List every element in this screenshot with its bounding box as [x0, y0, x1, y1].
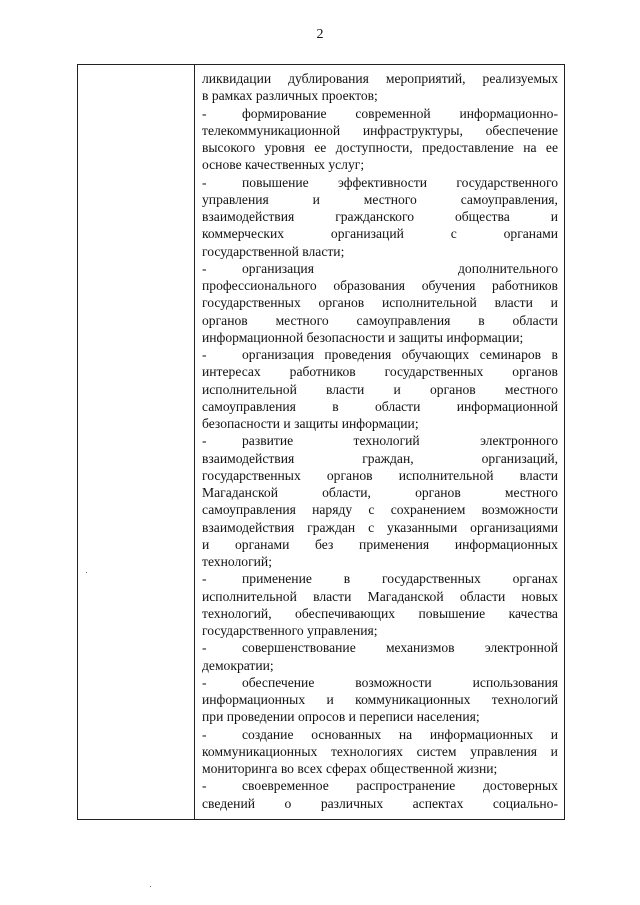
line-text: при проведении опросов и переписи населения;	[202, 709, 480, 725]
word: аспектах	[412, 795, 464, 811]
word: организаций	[330, 226, 404, 242]
word: технологий	[491, 692, 558, 707]
word: взаимодействия	[202, 519, 295, 535]
word: самоуправления,	[460, 191, 558, 207]
word: органами	[503, 226, 558, 242]
word: Магаданской	[202, 485, 278, 500]
line-text: в рамках различных проектов;	[202, 88, 378, 104]
table-left-column	[78, 65, 195, 819]
word: реализуемых	[482, 71, 558, 86]
text-line	[202, 743, 558, 760]
word: власти	[519, 467, 558, 483]
word: семинаров	[479, 347, 542, 362]
word: ее	[545, 140, 558, 155]
word: и	[550, 209, 558, 224]
text-line	[202, 260, 558, 277]
text-line	[202, 467, 558, 484]
word: работников	[491, 278, 558, 293]
text-line	[202, 760, 558, 777]
word: электронного	[480, 433, 558, 449]
word: систем	[416, 743, 457, 759]
text-line	[202, 294, 558, 311]
text-line	[202, 519, 558, 536]
word: образования	[333, 278, 406, 293]
text-line	[202, 639, 558, 656]
word: мероприятий,	[385, 71, 466, 86]
text-line	[202, 553, 558, 570]
word: самоуправления	[356, 312, 451, 328]
word: указанными	[387, 519, 458, 535]
word: информационных	[429, 726, 533, 742]
word: органов	[512, 364, 558, 380]
word: обеспечение	[485, 122, 558, 138]
list-dash: -	[202, 174, 207, 190]
text-line	[202, 122, 558, 139]
word: органов	[326, 467, 373, 483]
word: на	[398, 726, 413, 742]
word: и	[202, 536, 210, 552]
text-line	[202, 225, 558, 242]
word: использования	[472, 674, 558, 690]
line-text: демократии;	[202, 657, 274, 673]
word: органов	[202, 312, 248, 328]
word: профессионального	[202, 278, 317, 293]
list-dash: -	[202, 347, 207, 362]
word: технологий	[353, 433, 420, 449]
text-line	[202, 484, 558, 501]
word: высокого	[202, 140, 256, 155]
text-line	[202, 450, 558, 467]
word: области	[374, 398, 421, 414]
word: возможности	[481, 502, 558, 518]
scan-speck	[150, 886, 151, 887]
text-line	[202, 87, 558, 104]
text-line	[202, 174, 558, 191]
word: обеспечение	[242, 674, 315, 690]
word: и	[326, 692, 334, 707]
word: дополнительного	[457, 260, 558, 276]
word: власти	[326, 381, 365, 397]
word: организация	[242, 260, 314, 276]
list-dash: -	[202, 433, 207, 449]
word: качества	[508, 605, 558, 621]
word: обучающих	[401, 347, 470, 362]
word: области,	[322, 485, 371, 500]
word: возможности	[355, 674, 432, 690]
text-line	[202, 726, 558, 743]
word: государственных	[384, 364, 484, 380]
word: совершенствование	[242, 640, 356, 656]
word: взаимодействия	[202, 209, 295, 224]
word: обеспечивающих	[295, 605, 396, 621]
text-line	[202, 570, 558, 587]
word: телекоммуникационной	[202, 122, 341, 138]
word: государственных	[202, 295, 301, 311]
word: дублирования	[288, 71, 369, 86]
text-line	[202, 398, 558, 415]
text-line	[202, 605, 558, 622]
text-line	[202, 346, 558, 363]
text-line	[202, 795, 558, 812]
word: распространение	[356, 778, 456, 794]
text-line	[202, 105, 558, 122]
word: электронной	[484, 640, 558, 656]
word: государственных	[382, 571, 481, 587]
word: местного	[275, 312, 329, 328]
word: управления	[202, 191, 269, 207]
word: технологий,	[202, 605, 272, 621]
word: исполнительной	[202, 381, 297, 397]
text-line	[202, 622, 558, 639]
word: с	[368, 502, 375, 518]
word: информационных	[454, 536, 558, 552]
word: власти	[494, 295, 533, 311]
word: различных	[320, 795, 384, 811]
word: местного	[363, 191, 417, 207]
word: и	[393, 381, 401, 397]
word: проведения	[324, 347, 392, 362]
word: информационной	[456, 398, 558, 414]
list-dash: -	[202, 640, 207, 656]
text-line	[202, 415, 558, 432]
word: с	[450, 226, 457, 242]
text-line	[202, 432, 558, 449]
word: информационных	[202, 692, 306, 707]
word: управления	[470, 743, 537, 759]
word: органов	[318, 295, 365, 311]
word: без	[315, 536, 334, 552]
scan-speck	[86, 572, 87, 573]
word: и	[312, 191, 320, 207]
line-text: государственной власти;	[202, 243, 345, 259]
word: обучения	[421, 278, 476, 293]
word: своевременное	[242, 778, 329, 794]
word: наряду	[312, 502, 353, 518]
text-line	[202, 777, 558, 794]
text-line	[202, 329, 558, 346]
word: органов	[415, 485, 461, 500]
word: применение	[242, 571, 312, 587]
text-line	[202, 363, 558, 380]
word: исполнительной	[381, 295, 477, 311]
word: государственного	[456, 174, 558, 190]
word: сведений	[202, 795, 256, 811]
text-line	[202, 501, 558, 518]
word: в	[551, 347, 558, 362]
text-line	[202, 277, 558, 294]
word: достоверных	[482, 778, 558, 794]
word: взаимодействия	[202, 450, 295, 466]
list-dash: -	[202, 260, 207, 276]
line-text: мониторинга во всех сферах общественной жизни;	[202, 761, 498, 776]
word: области	[459, 588, 506, 604]
word: в	[332, 398, 339, 414]
word: предоставление	[422, 140, 514, 155]
text-line	[202, 536, 558, 553]
word: органах	[512, 571, 558, 587]
word: организациями	[470, 519, 558, 535]
word: исполнительной	[398, 467, 494, 483]
text-line	[202, 588, 558, 605]
word: информационно-	[459, 105, 558, 121]
word: с	[368, 519, 375, 535]
word: и	[550, 295, 558, 311]
page-number: 2	[316, 27, 324, 42]
word: социально-	[492, 795, 558, 811]
list-dash: -	[202, 571, 207, 587]
word: исполнительной	[202, 588, 297, 604]
word: механизмов	[385, 640, 455, 656]
word: органов	[430, 381, 476, 397]
word: современной	[355, 105, 431, 121]
line-text: информационной безопасности и защиты информации;	[202, 329, 524, 345]
word: ее	[314, 140, 327, 155]
word: ликвидации	[202, 71, 272, 86]
text-line	[202, 312, 558, 329]
word: на	[523, 140, 537, 155]
word: общества	[454, 209, 510, 224]
word: инфраструктуры,	[362, 122, 463, 138]
word: органами	[234, 536, 290, 552]
text-line	[202, 381, 558, 398]
word: коммерческих	[202, 226, 285, 242]
text-line	[202, 243, 558, 260]
table-text-column	[195, 65, 564, 819]
word: государственных	[202, 467, 301, 483]
word: граждан	[307, 519, 356, 535]
word: организаций,	[481, 450, 558, 466]
word: основанных	[311, 726, 382, 742]
text-line	[202, 191, 558, 208]
word: и	[550, 726, 558, 742]
word: о	[284, 795, 292, 811]
text-line	[202, 208, 558, 225]
word: создание	[242, 726, 294, 742]
word: формирование	[242, 105, 327, 121]
list-dash: -	[202, 726, 207, 742]
word: коммуникационных	[202, 743, 318, 759]
word: уровня	[264, 140, 305, 155]
word: повышение	[242, 174, 309, 190]
word: новых	[521, 588, 558, 604]
word: коммуникационных	[355, 692, 471, 707]
word: применения	[359, 536, 430, 552]
word: технологиях	[330, 743, 403, 759]
word: и	[550, 743, 558, 759]
list-dash: -	[202, 778, 207, 794]
line-text: государственного управления;	[202, 623, 378, 638]
word: интересах	[202, 364, 261, 380]
text-line	[202, 657, 558, 674]
word: организация	[242, 347, 314, 362]
word: эффективности	[338, 174, 428, 190]
text-line	[202, 156, 558, 173]
line-text: безопасности и защиты информации;	[202, 416, 419, 431]
list-dash: -	[202, 105, 207, 121]
word: власти	[313, 588, 352, 604]
word: самоуправления	[202, 398, 296, 414]
word: граждан,	[362, 450, 414, 466]
word: работников	[289, 364, 356, 380]
line-text: основе качественных услуг;	[202, 157, 365, 173]
line-text: технологий;	[202, 554, 272, 569]
word: развитие	[242, 433, 294, 449]
text-line	[202, 708, 558, 725]
text-line	[202, 139, 558, 156]
text-line	[202, 691, 558, 708]
word: сохранением	[390, 502, 466, 518]
word: в	[478, 312, 485, 328]
word: доступности,	[335, 140, 413, 155]
word: самоуправления	[202, 502, 296, 518]
word: местного	[504, 485, 558, 500]
word: Магаданской	[367, 588, 444, 604]
document-table	[77, 64, 565, 820]
text-line	[202, 674, 558, 691]
word: области	[512, 312, 558, 328]
list-dash: -	[202, 674, 207, 690]
word: гражданского	[335, 209, 414, 224]
word: местного	[504, 381, 558, 397]
word: в	[343, 571, 351, 587]
text-line	[202, 70, 558, 87]
word: повышение	[418, 605, 486, 621]
